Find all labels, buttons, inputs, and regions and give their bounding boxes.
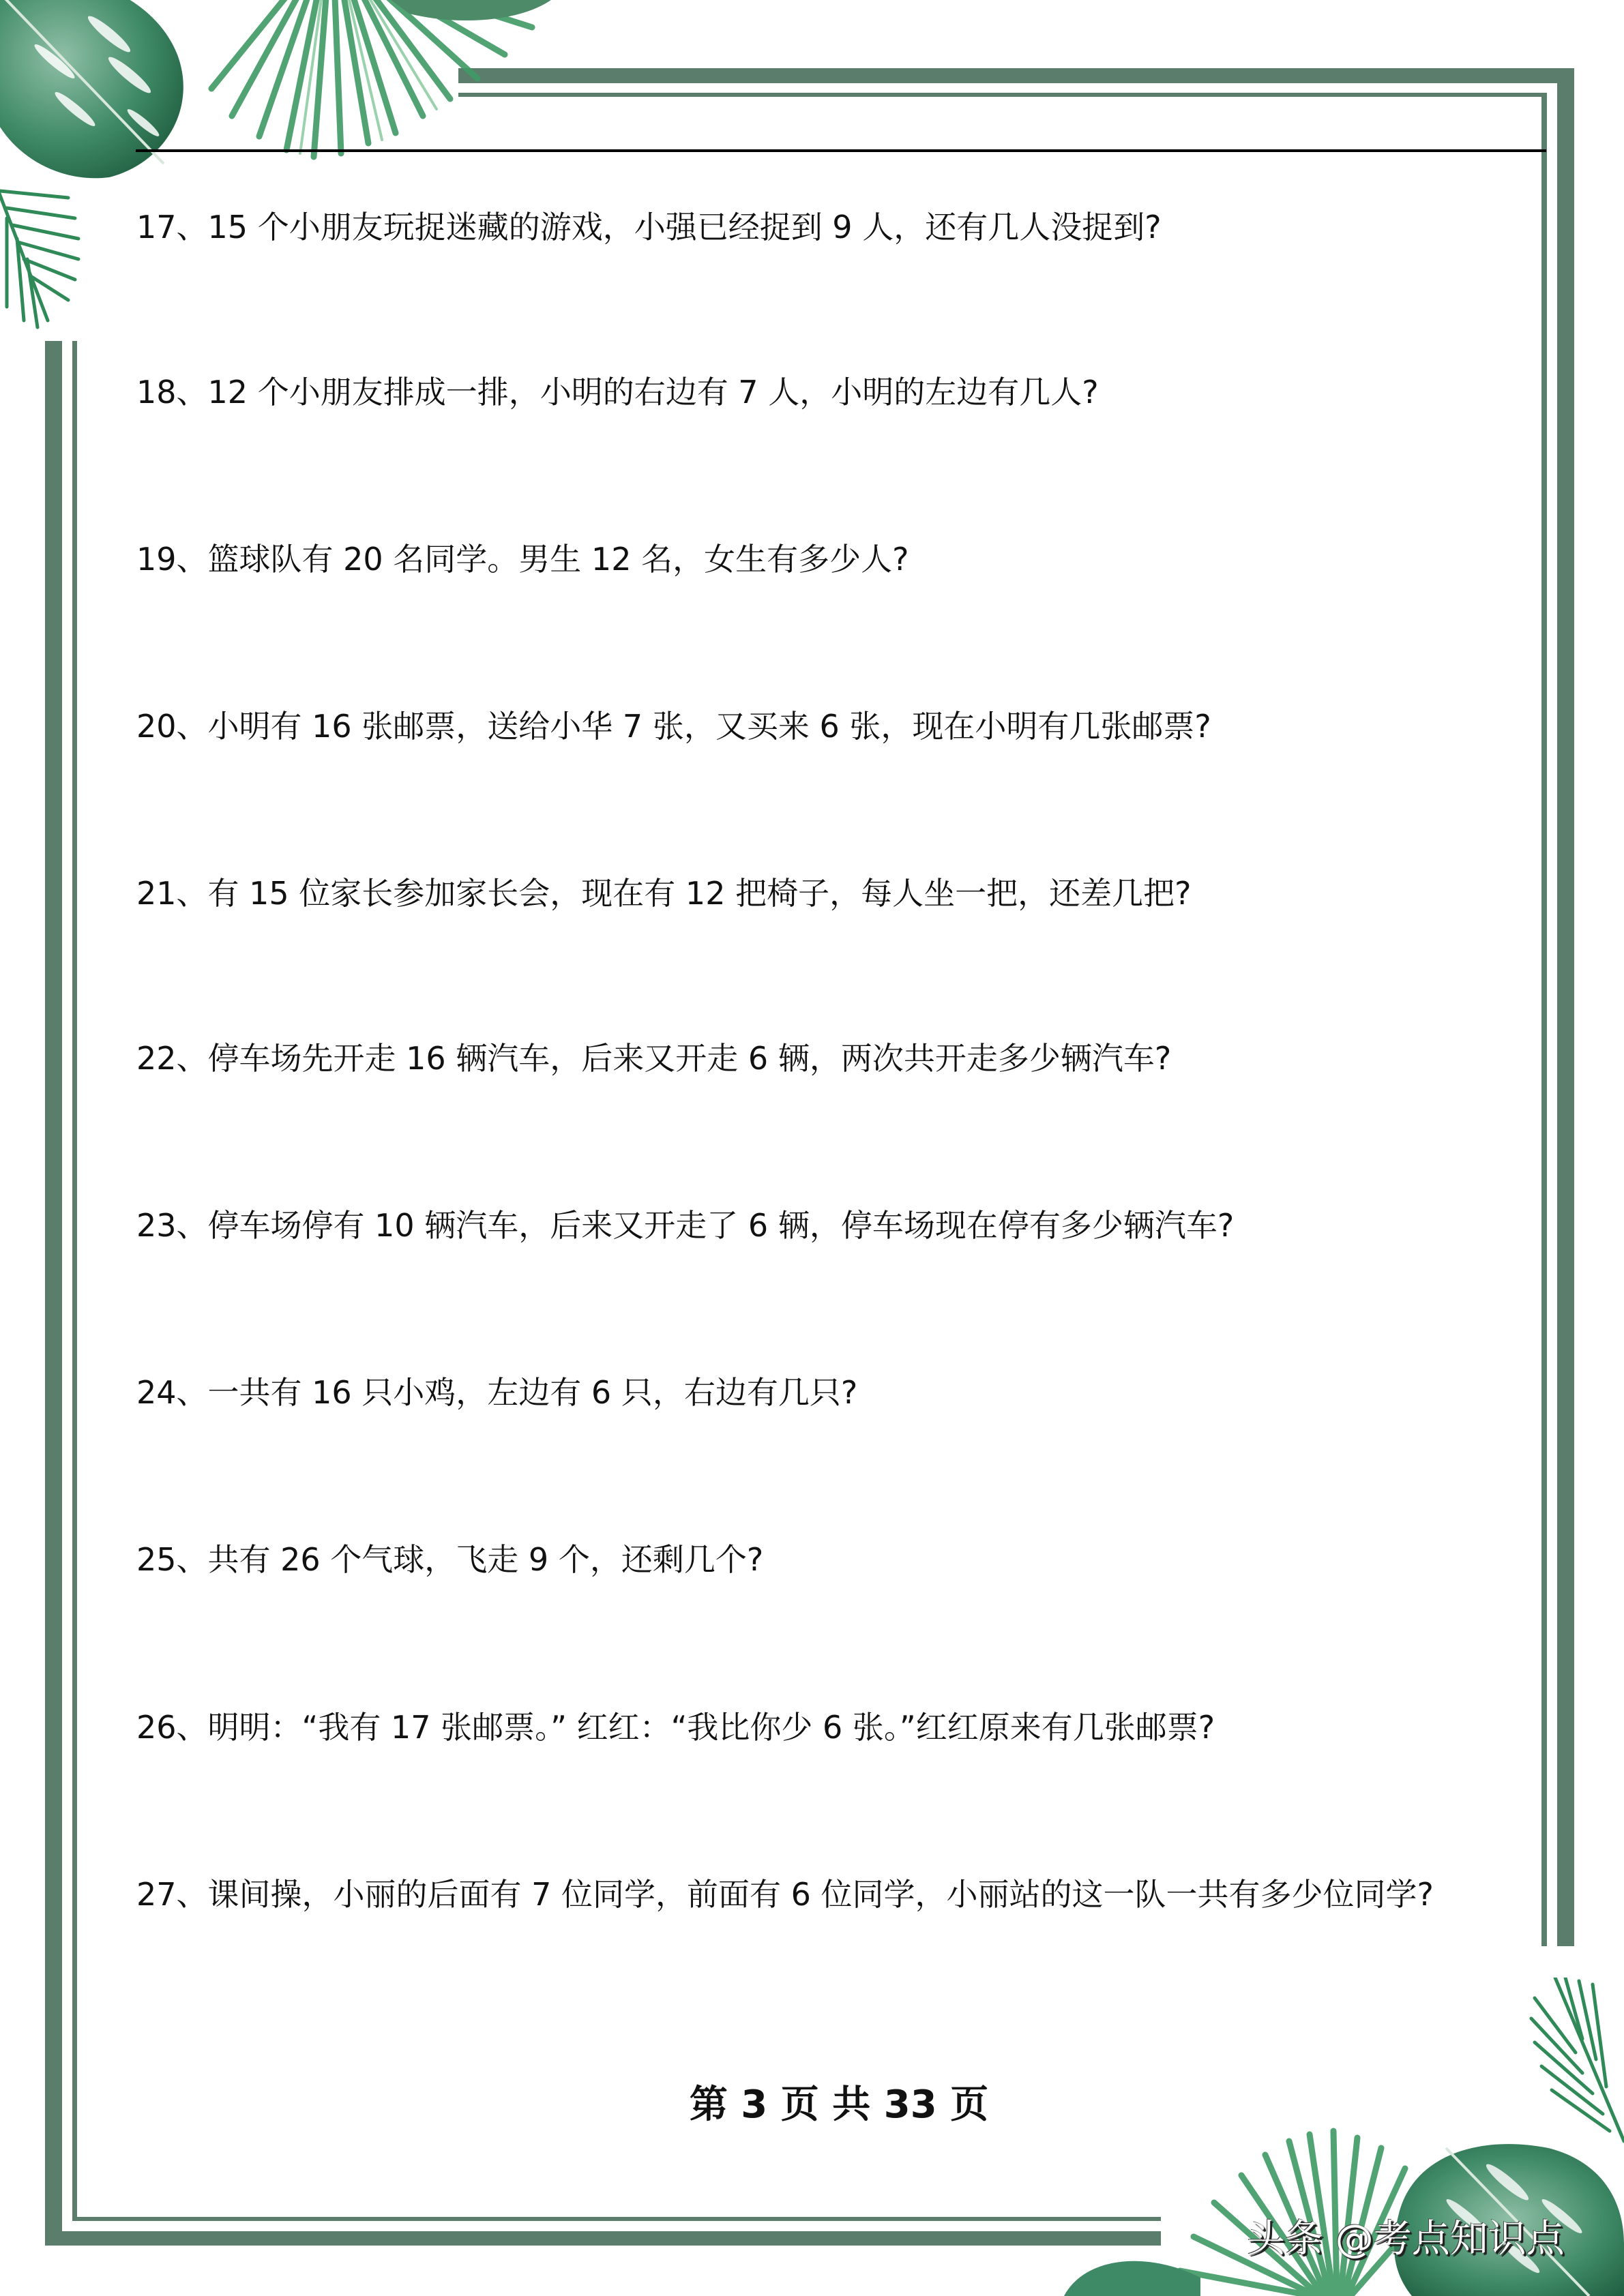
frame-inner-bottom — [72, 2217, 1161, 2221]
fern-leaf-icon — [0, 164, 95, 334]
frame-inner-top — [458, 93, 1546, 97]
page-number: 第 3 页 共 33 页 — [689, 2083, 989, 2127]
frame-inner-right — [1541, 93, 1547, 1946]
frame-outer-bottom — [45, 2231, 1161, 2246]
question-25: 25、共有 26 个气球，飞走 9 个，还剩几个? — [136, 1541, 764, 1578]
question-17: 17、15 个小朋友玩捉迷藏的游戏，小强已经捉到 9 人，还有几人没捉到? — [136, 209, 1162, 245]
question-27: 27、课间操，小丽的后面有 7 位同学，前面有 6 位同学，小丽站的这一队一共有多少位同学? — [136, 1876, 1434, 1913]
question-18: 18、12 个小朋友排成一排，小明的右边有 7 人，小明的左边有几人? — [136, 374, 1099, 411]
frame-outer-left — [45, 341, 62, 2246]
question-26: 26、明明：“我有 17 张邮票。” 红红：“我比你少 6 张。”红红原来有几张邮票? — [136, 1709, 1215, 1746]
monstera-leaf-icon — [1064, 2250, 1200, 2296]
question-22: 22、停车场先开走 16 辆汽车，后来又开走 6 辆，两次共开走多少辆汽车? — [136, 1040, 1172, 1077]
monstera-leaf-icon — [0, 0, 205, 191]
monstera-leaf-icon — [1371, 2134, 1624, 2296]
header-rule — [136, 149, 1546, 152]
question-20: 20、小明有 16 张邮票，送给小华 7 张，又买来 6 张，现在小明有几张邮票? — [136, 708, 1211, 745]
frame-outer-top — [458, 68, 1574, 83]
question-21: 21、有 15 位家长参加家长会，现在有 12 把椅子，每人坐一把，还差几把? — [136, 875, 1192, 912]
question-23: 23、停车场停有 10 辆汽车，后来又开走了 6 辆，停车场现在停有多少辆汽车? — [136, 1207, 1235, 1244]
watermark: 头条 @考点知识点 — [1247, 2217, 1565, 2261]
leaf-tip-icon — [382, 0, 559, 34]
frame-inner-left — [72, 341, 77, 2221]
fern-leaf-icon — [1528, 1978, 1624, 2155]
frame-outer-right — [1557, 68, 1574, 1946]
question-19: 19、篮球队有 20 名同学。男生 12 名，女生有多少人? — [136, 541, 909, 578]
question-24: 24、一共有 16 只小鸡，左边有 6 只，右边有几只? — [136, 1374, 858, 1411]
